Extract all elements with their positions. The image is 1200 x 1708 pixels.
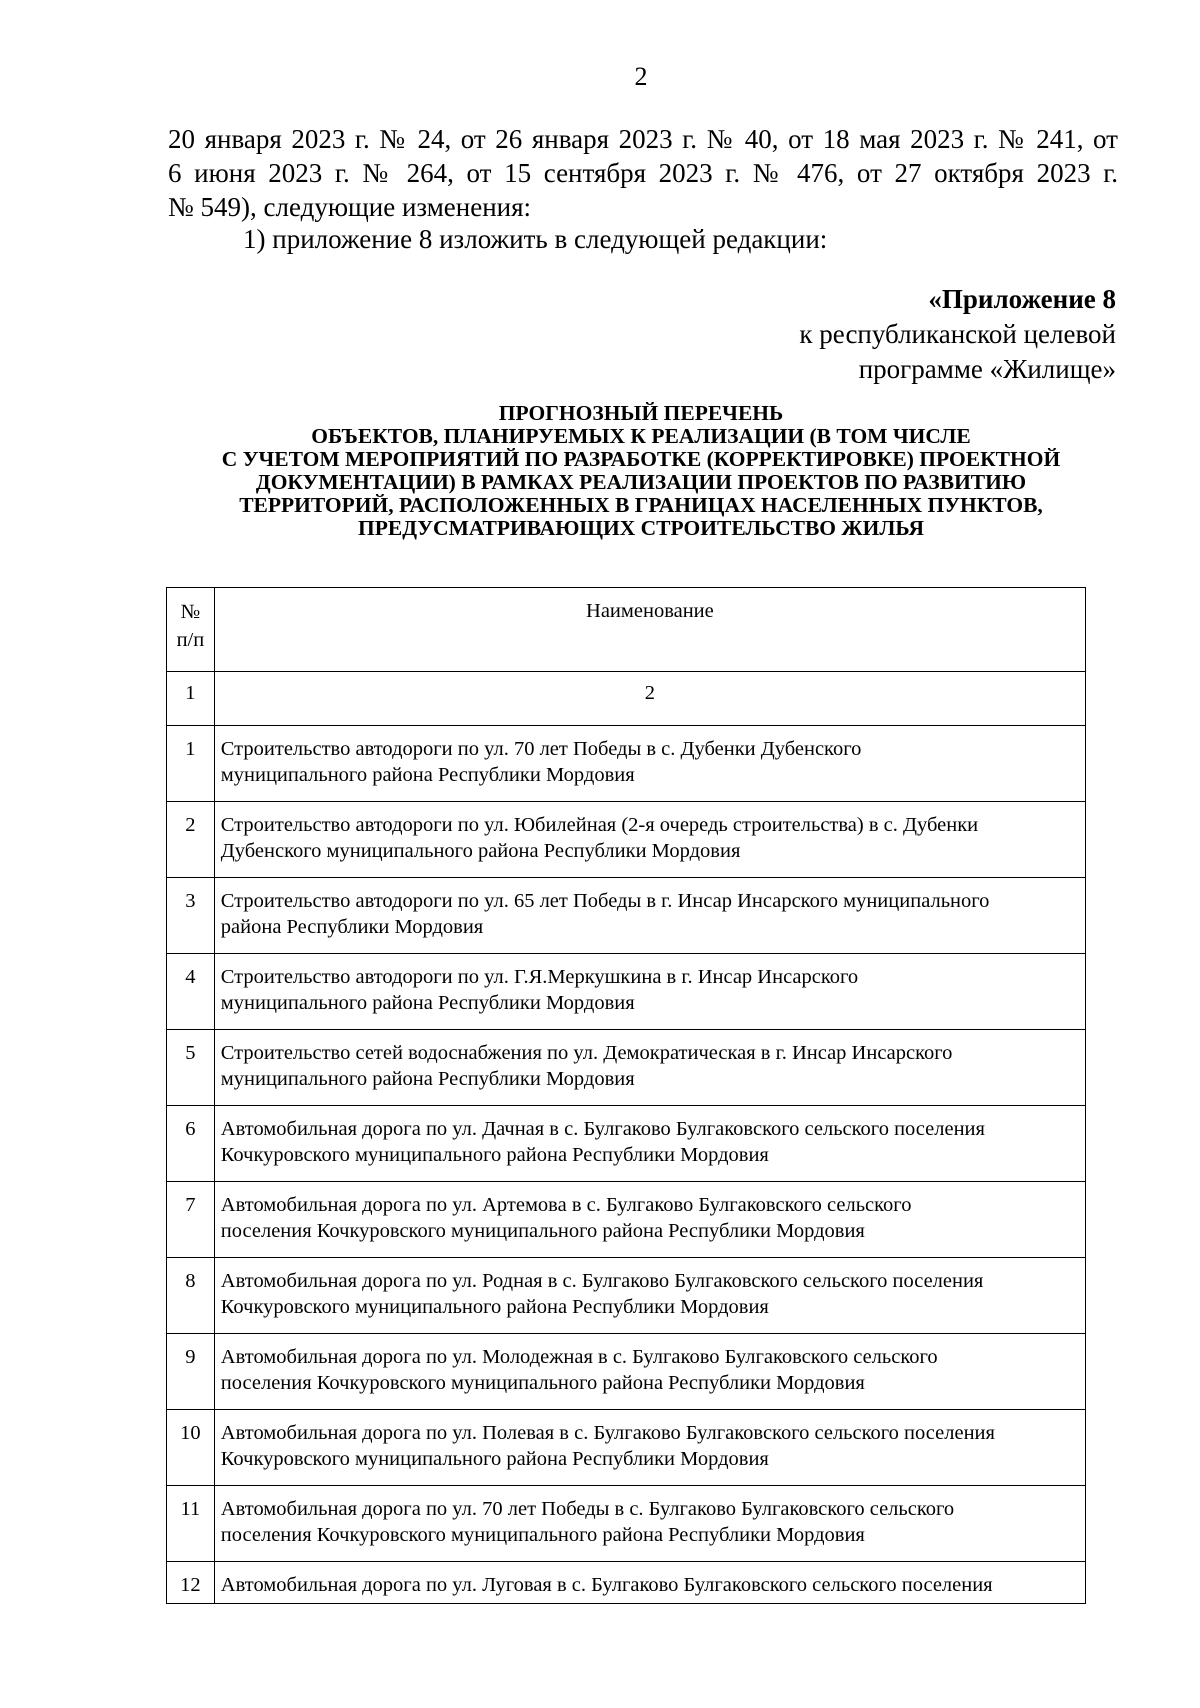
table-column-index-row (167, 672, 1086, 726)
row-name (214, 802, 1085, 878)
header-number-symbol: № (180, 601, 201, 623)
row-name-line-2: Дубенского муниципального района Республики Мордовия (220, 840, 741, 862)
heading-line: С УЧЕТОМ МЕРОПРИЯТИЙ ПО РАЗРАБОТКЕ (КОРРЕКТИРОВКЕ) ПРОЕКТНОЙ (221, 447, 1061, 471)
table-row (167, 1410, 1086, 1486)
table-row (167, 1182, 1086, 1258)
intro-line-2: 6 июня 2023 г. № 264, от 15 сентября 2023 г. № 476, от 27 октября 2023 г. (168, 158, 1118, 188)
row-name (214, 1562, 1085, 1604)
table-row (167, 878, 1086, 954)
row-name-line-2: поселения Кочкуровского муниципального района Республики Мордовия (220, 1372, 865, 1394)
row-name-line-1: Автомобильная дорога по ул. Молодежная в с. Булгаково Булгаковского сельского (220, 1346, 938, 1368)
heading-line: ДОКУМЕНТАЦИИ) В РАМКАХ РЕАЛИЗАЦИИ ПРОЕКТОВ ПО РАЗВИТИЮ (255, 470, 1027, 494)
page-number: 2 (634, 62, 648, 91)
row-name (214, 726, 1085, 802)
row-name-line-2: муниципального района Республики Мордовия (220, 992, 635, 1014)
row-name-line-2: поселения Кочкуровского муниципального района Республики Мордовия (220, 1220, 865, 1242)
heading-line: ТЕРРИТОРИЙ, РАСПОЛОЖЕННЫХ В ГРАНИЦАХ НАСЕЛЕННЫХ ПУНКТОВ, (239, 493, 1043, 517)
amendment-item-1: 1) приложение 8 изложить в следующей редакции: (243, 224, 828, 254)
intro-paragraph (168, 122, 1118, 224)
row-name-line-1: Автомобильная дорога по ул. Луговая в с. Булгаково Булгаковского сельского поселения (220, 1574, 993, 1596)
table-row (167, 1258, 1086, 1334)
row-number: 9 (167, 1334, 215, 1410)
table-row (167, 1106, 1086, 1182)
row-name (214, 1486, 1085, 1562)
row-name (214, 878, 1085, 954)
objects-table (166, 587, 1086, 1604)
row-number: 5 (167, 1030, 215, 1106)
row-name-line-1: Строительство автодороги по ул. Г.Я.Меркушкина в г. Инсар Инсарского (220, 966, 859, 988)
table-row (167, 1334, 1086, 1410)
appendix-line-3: программе «Жилище» (858, 354, 1116, 384)
row-number: 8 (167, 1258, 215, 1334)
column-index-number: 1 (167, 672, 215, 726)
row-name-line-1: Автомобильная дорога по ул. Артемова в с. Булгаково Булгаковского сельского (220, 1194, 912, 1216)
table-row (167, 1562, 1086, 1604)
row-name-line-1: Строительство сетей водоснабжения по ул. Демократическая в г. Инсар Инсарского (220, 1042, 953, 1064)
row-name (214, 1182, 1085, 1258)
row-name-line-1: Автомобильная дорога по ул. Родная в с. Булгаково Булгаковского сельского поселения (220, 1270, 984, 1292)
heading-line: ПРОГНОЗНЫЙ ПЕРЕЧЕНЬ (498, 401, 784, 425)
row-name-line-1: Строительство автодороги по ул. 70 лет Победы в с. Дубенки Дубенского (220, 738, 862, 760)
row-name-line-1: Автомобильная дорога по ул. 70 лет Победы в с. Булгаково Булгаковского сельского (220, 1498, 955, 1520)
table-row (167, 726, 1086, 802)
row-name (214, 1106, 1085, 1182)
row-name-line-1: Строительство автодороги по ул. 65 лет Победы в г. Инсар Инсарского муниципального (220, 890, 990, 912)
row-name (214, 1410, 1085, 1486)
row-number: 4 (167, 954, 215, 1030)
document-heading (0, 402, 1200, 540)
row-name-line-2: района Республики Мордовия (220, 916, 484, 938)
row-name (214, 1258, 1085, 1334)
row-name (214, 954, 1085, 1030)
row-name-line-2: Кочкуровского муниципального района Республики Мордовия (220, 1144, 769, 1166)
row-number: 10 (167, 1410, 215, 1486)
column-index-name: 2 (214, 672, 1085, 726)
appendix-line-2: к республиканской целевой (799, 319, 1116, 349)
row-name-line-2: Кочкуровского муниципального района Республики Мордовия (220, 1296, 769, 1318)
header-number-cell (167, 588, 215, 672)
row-number: 3 (167, 878, 215, 954)
row-number: 2 (167, 802, 215, 878)
intro-line-1: 20 января 2023 г. № 24, от 26 января 2023 г. № 40, от 18 мая 2023 г. № 241, от (168, 124, 1118, 154)
row-number: 6 (167, 1106, 215, 1182)
heading-line: ПРЕДУСМАТРИВАЮЩИХ СТРОИТЕЛЬСТВО ЖИЛЬЯ (358, 516, 924, 540)
heading-line: ОБЪЕКТОВ, ПЛАНИРУЕМЫХ К РЕАЛИЗАЦИИ (В ТОМ ЧИСЛЕ (311, 424, 971, 448)
row-number: 11 (167, 1486, 215, 1562)
row-name-line-2: муниципального района Республики Мордовия (220, 1068, 635, 1090)
header-name-cell: Наименование (214, 588, 1085, 672)
row-name-line-2: поселения Кочкуровского муниципального района Республики Мордовия (220, 1524, 865, 1546)
row-name (214, 1334, 1085, 1410)
row-name (214, 1030, 1085, 1106)
table-row (167, 954, 1086, 1030)
table-row (167, 1486, 1086, 1562)
appendix-title: «Приложение 8 (928, 284, 1116, 314)
table-row (167, 802, 1086, 878)
appendix-caption (799, 282, 1116, 387)
row-number: 12 (167, 1562, 215, 1604)
row-number: 7 (167, 1182, 215, 1258)
row-name-line-1: Автомобильная дорога по ул. Дачная в с. Булгаково Булгаковского сельского поселения (220, 1118, 985, 1140)
table-header-row (167, 588, 1086, 672)
row-number: 1 (167, 726, 215, 802)
intro-line-3: № 549), следующие изменения: (168, 192, 532, 222)
row-name-line-1: Строительство автодороги по ул. Юбилейная (2-я очередь строительства) в с. Дубенки (220, 814, 979, 836)
table-row (167, 1030, 1086, 1106)
header-number-abbr: п/п (176, 629, 205, 651)
row-name-line-1: Автомобильная дорога по ул. Полевая в с. Булгаково Булгаковского сельского поселения (220, 1422, 995, 1444)
row-name-line-2: Кочкуровского муниципального района Республики Мордовия (220, 1448, 769, 1470)
row-name-line-2: муниципального района Республики Мордовия (220, 764, 635, 786)
